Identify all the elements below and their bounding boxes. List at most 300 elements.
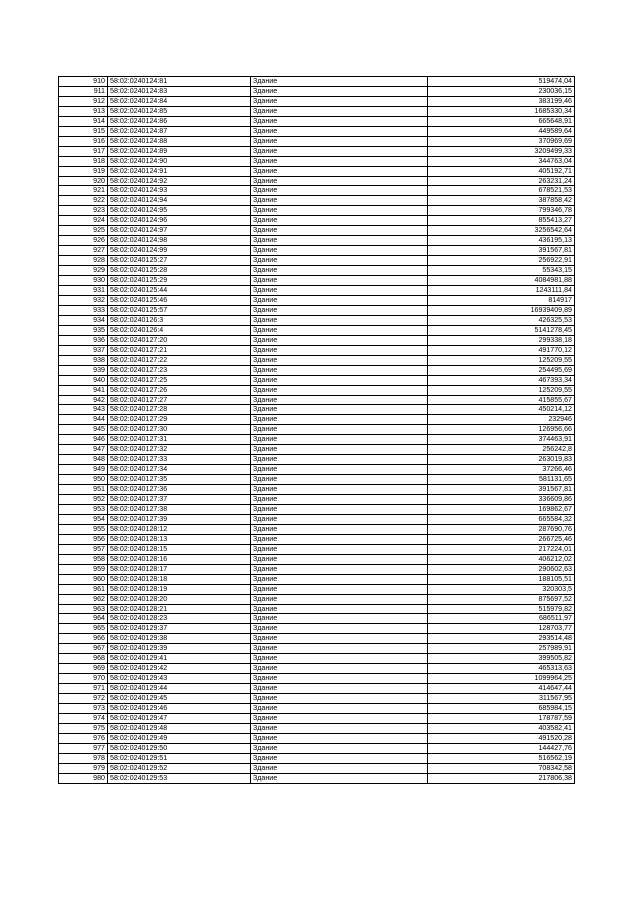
row-number-cell: 972 [59, 694, 108, 704]
table-row [59, 743, 575, 753]
cadastral-number-cell: 58:02:0240128:16 [108, 554, 251, 564]
cadastral-number-cell: 58:02:0240124:89 [108, 146, 251, 156]
cadastral-value-cell: 217224,01 [428, 544, 575, 554]
object-type-cell: Здание [251, 156, 428, 166]
object-type-cell: Здание [251, 216, 428, 226]
cadastral-number-cell: 58:02:0240124:87 [108, 126, 251, 136]
cadastral-number-cell: 58:02:0240128:15 [108, 544, 251, 554]
object-type-cell: Здание [251, 96, 428, 106]
table-row [59, 763, 575, 773]
object-type-cell: Здание [251, 733, 428, 743]
row-number-cell: 944 [59, 415, 108, 425]
cadastral-number-cell: 58:02:0240129:39 [108, 644, 251, 654]
table-row [59, 485, 575, 495]
object-type-cell: Здание [251, 345, 428, 355]
row-number-cell: 929 [59, 266, 108, 276]
cadastral-number-cell: 58:02:0240125:28 [108, 266, 251, 276]
cadastral-number-cell: 58:02:0240127:21 [108, 345, 251, 355]
cadastral-value-cell: 685984,15 [428, 704, 575, 714]
table-row [59, 315, 575, 325]
table-row [59, 77, 575, 87]
cadastral-value-cell: 290602,63 [428, 564, 575, 574]
table-row [59, 385, 575, 395]
table-row [59, 504, 575, 514]
cadastral-value-cell: 254495,69 [428, 365, 575, 375]
table-row [59, 156, 575, 166]
cadastral-number-cell: 58:02:0240125:27 [108, 256, 251, 266]
cadastral-number-cell: 58:02:0240127:35 [108, 475, 251, 485]
cadastral-number-cell: 58:02:0240127:31 [108, 435, 251, 445]
object-type-cell: Здание [251, 714, 428, 724]
table-row [59, 445, 575, 455]
cadastral-number-cell: 58:02:0240128:23 [108, 614, 251, 624]
table-row [59, 465, 575, 475]
row-number-cell: 966 [59, 634, 108, 644]
cadastral-number-cell: 58:02:0240125:57 [108, 305, 251, 315]
object-type-cell: Здание [251, 315, 428, 325]
table-row [59, 544, 575, 554]
table-row [59, 355, 575, 365]
object-type-cell: Здание [251, 415, 428, 425]
row-number-cell: 934 [59, 315, 108, 325]
object-type-cell: Здание [251, 375, 428, 385]
cadastral-value-cell: 686511,97 [428, 614, 575, 624]
cadastral-value-cell: 403582,41 [428, 723, 575, 733]
cadastral-value-cell: 678521,53 [428, 186, 575, 196]
table-row [59, 395, 575, 405]
cadastral-value-cell: 374463,91 [428, 435, 575, 445]
row-number-cell: 977 [59, 743, 108, 753]
row-number-cell: 958 [59, 554, 108, 564]
cadastral-number-cell: 58:02:0240127:29 [108, 415, 251, 425]
object-type-cell: Здание [251, 405, 428, 415]
cadastral-value-cell: 491520,28 [428, 733, 575, 743]
cadastral-value-cell: 126956,66 [428, 425, 575, 435]
row-number-cell: 949 [59, 465, 108, 475]
cadastral-number-cell: 58:02:0240128:17 [108, 564, 251, 574]
row-number-cell: 930 [59, 276, 108, 286]
table-row [59, 116, 575, 126]
row-number-cell: 935 [59, 325, 108, 335]
object-type-cell: Здание [251, 584, 428, 594]
row-number-cell: 978 [59, 753, 108, 763]
cadastral-value-cell: 128703,77 [428, 624, 575, 634]
cadastral-value-cell: 491770,12 [428, 345, 575, 355]
object-type-cell: Здание [251, 455, 428, 465]
table-row [59, 534, 575, 544]
table-row [59, 425, 575, 435]
table-row [59, 733, 575, 743]
object-type-cell: Здание [251, 763, 428, 773]
object-type-cell: Здание [251, 116, 428, 126]
row-number-cell: 927 [59, 246, 108, 256]
object-type-cell: Здание [251, 753, 428, 763]
row-number-cell: 925 [59, 226, 108, 236]
table-row [59, 286, 575, 296]
cadastral-value-cell: 426325,53 [428, 315, 575, 325]
cadastral-value-cell: 391567,81 [428, 485, 575, 495]
cadastral-number-cell: 58:02:0240127:38 [108, 504, 251, 514]
table-row [59, 246, 575, 256]
table-row [59, 126, 575, 136]
cadastral-value-cell: 581131,65 [428, 475, 575, 485]
table-row [59, 475, 575, 485]
cadastral-number-cell: 58:02:0240127:33 [108, 455, 251, 465]
cadastral-number-cell: 58:02:0240129:49 [108, 733, 251, 743]
cadastral-number-cell: 58:02:0240127:26 [108, 385, 251, 395]
object-type-cell: Здание [251, 644, 428, 654]
object-type-cell: Здание [251, 305, 428, 315]
table-row [59, 694, 575, 704]
cadastral-value-cell: 263019,83 [428, 455, 575, 465]
cadastral-value-cell: 320303,5 [428, 584, 575, 594]
table-row [59, 684, 575, 694]
object-type-cell: Здание [251, 126, 428, 136]
row-number-cell: 915 [59, 126, 108, 136]
cadastral-value-cell: 387858,42 [428, 196, 575, 206]
row-number-cell: 914 [59, 116, 108, 126]
cadastral-number-cell: 58:02:0240127:23 [108, 365, 251, 375]
table-row [59, 106, 575, 116]
cadastral-number-cell: 58:02:0240129:38 [108, 634, 251, 644]
cadastral-value-cell: 875697,52 [428, 594, 575, 604]
object-type-cell: Здание [251, 704, 428, 714]
object-type-cell: Здание [251, 723, 428, 733]
cadastral-number-cell: 58:02:0240127:36 [108, 485, 251, 495]
cadastral-number-cell: 58:02:0240125:46 [108, 295, 251, 305]
row-number-cell: 920 [59, 176, 108, 186]
cadastral-number-cell: 58:02:0240129:53 [108, 773, 251, 783]
table-row [59, 146, 575, 156]
cadastral-number-cell: 58:02:0240124:92 [108, 176, 251, 186]
row-number-cell: 912 [59, 96, 108, 106]
cadastral-number-cell: 58:02:0240124:95 [108, 206, 251, 216]
object-type-cell: Здание [251, 465, 428, 475]
row-number-cell: 953 [59, 504, 108, 514]
row-number-cell: 948 [59, 455, 108, 465]
cadastral-number-cell: 58:02:0240128:20 [108, 594, 251, 604]
object-type-cell: Здание [251, 534, 428, 544]
object-type-cell: Здание [251, 485, 428, 495]
object-type-cell: Здание [251, 445, 428, 455]
table-row [59, 564, 575, 574]
cadastral-value-cell: 4084981,88 [428, 276, 575, 286]
table-row [59, 136, 575, 146]
object-type-cell: Здание [251, 624, 428, 634]
table-row [59, 624, 575, 634]
cadastral-number-cell: 58:02:0240129:37 [108, 624, 251, 634]
cadastral-value-cell: 519474,04 [428, 77, 575, 87]
object-type-cell: Здание [251, 504, 428, 514]
cadastral-number-cell: 58:02:0240124:94 [108, 196, 251, 206]
object-type-cell: Здание [251, 136, 428, 146]
cadastral-number-cell: 58:02:0240124:83 [108, 86, 251, 96]
row-number-cell: 955 [59, 524, 108, 534]
cadastral-number-cell: 58:02:0240124:88 [108, 136, 251, 146]
cadastral-value-cell: 515979,82 [428, 604, 575, 614]
object-type-cell: Здание [251, 614, 428, 624]
object-type-cell: Здание [251, 475, 428, 485]
cadastral-number-cell: 58:02:0240129:51 [108, 753, 251, 763]
table-row [59, 236, 575, 246]
object-type-cell: Здание [251, 594, 428, 604]
object-type-cell: Здание [251, 146, 428, 156]
object-type-cell: Здание [251, 544, 428, 554]
row-number-cell: 918 [59, 156, 108, 166]
row-number-cell: 922 [59, 196, 108, 206]
cadastral-value-cell: 1685330,34 [428, 106, 575, 116]
row-number-cell: 932 [59, 295, 108, 305]
table-row [59, 634, 575, 644]
cadastral-number-cell: 58:02:0240124:84 [108, 96, 251, 106]
row-number-cell: 964 [59, 614, 108, 624]
object-type-cell: Здание [251, 355, 428, 365]
cadastral-number-cell: 58:02:0240129:42 [108, 664, 251, 674]
row-number-cell: 968 [59, 654, 108, 664]
object-type-cell: Здание [251, 425, 428, 435]
object-type-cell: Здание [251, 694, 428, 704]
table-row [59, 86, 575, 96]
cadastral-value-cell: 344763,04 [428, 156, 575, 166]
row-number-cell: 943 [59, 405, 108, 415]
row-number-cell: 965 [59, 624, 108, 634]
row-number-cell: 921 [59, 186, 108, 196]
cadastral-number-cell: 58:02:0240128:18 [108, 574, 251, 584]
object-type-cell: Здание [251, 186, 428, 196]
table-row [59, 415, 575, 425]
row-number-cell: 951 [59, 485, 108, 495]
cadastral-value-cell: 467393,34 [428, 375, 575, 385]
cadastral-number-cell: 58:02:0240129:48 [108, 723, 251, 733]
row-number-cell: 945 [59, 425, 108, 435]
cadastral-number-cell: 58:02:0240127:28 [108, 405, 251, 415]
cadastral-value-cell: 169862,67 [428, 504, 575, 514]
row-number-cell: 946 [59, 435, 108, 445]
row-number-cell: 919 [59, 166, 108, 176]
cadastral-number-cell: 58:02:0240129:43 [108, 674, 251, 684]
cadastral-value-cell: 855413,27 [428, 216, 575, 226]
table-row [59, 226, 575, 236]
row-number-cell: 969 [59, 664, 108, 674]
row-number-cell: 954 [59, 514, 108, 524]
object-type-cell: Здание [251, 524, 428, 534]
cadastral-value-cell: 256242,8 [428, 445, 575, 455]
object-type-cell: Здание [251, 674, 428, 684]
table-row [59, 723, 575, 733]
object-type-cell: Здание [251, 684, 428, 694]
row-number-cell: 950 [59, 475, 108, 485]
table-row [59, 455, 575, 465]
cadastral-value-cell: 814917 [428, 295, 575, 305]
table-row [59, 594, 575, 604]
table-row [59, 96, 575, 106]
table-row [59, 654, 575, 664]
cadastral-value-cell: 665584,32 [428, 514, 575, 524]
table-row [59, 345, 575, 355]
cadastral-value-cell: 1243111,84 [428, 286, 575, 296]
table-row [59, 186, 575, 196]
object-type-cell: Здание [251, 773, 428, 783]
object-type-cell: Здание [251, 514, 428, 524]
cadastral-number-cell: 58:02:0240128:13 [108, 534, 251, 544]
cadastral-value-cell: 55343,15 [428, 266, 575, 276]
property-table-body [59, 77, 575, 784]
cadastral-value-cell: 287690,76 [428, 524, 575, 534]
table-row [59, 704, 575, 714]
cadastral-number-cell: 58:02:0240129:50 [108, 743, 251, 753]
table-row [59, 644, 575, 654]
cadastral-number-cell: 58:02:0240124:81 [108, 77, 251, 87]
table-row [59, 714, 575, 724]
cadastral-value-cell: 125209,55 [428, 355, 575, 365]
object-type-cell: Здание [251, 495, 428, 505]
cadastral-value-cell: 266725,46 [428, 534, 575, 544]
cadastral-number-cell: 58:02:0240129:52 [108, 763, 251, 773]
row-number-cell: 979 [59, 763, 108, 773]
object-type-cell: Здание [251, 554, 428, 564]
object-type-cell: Здание [251, 246, 428, 256]
row-number-cell: 913 [59, 106, 108, 116]
object-type-cell: Здание [251, 564, 428, 574]
object-type-cell: Здание [251, 276, 428, 286]
cadastral-value-cell: 178787,59 [428, 714, 575, 724]
table-row [59, 674, 575, 684]
object-type-cell: Здание [251, 435, 428, 445]
table-row [59, 773, 575, 783]
table-row [59, 256, 575, 266]
property-table [58, 76, 575, 784]
object-type-cell: Здание [251, 604, 428, 614]
object-type-cell: Здание [251, 286, 428, 296]
table-row [59, 295, 575, 305]
cadastral-number-cell: 58:02:0240124:98 [108, 236, 251, 246]
row-number-cell: 910 [59, 77, 108, 87]
cadastral-number-cell: 58:02:0240124:91 [108, 166, 251, 176]
table-row [59, 554, 575, 564]
cadastral-value-cell: 406212,02 [428, 554, 575, 564]
row-number-cell: 933 [59, 305, 108, 315]
object-type-cell: Здание [251, 86, 428, 96]
cadastral-value-cell: 465313,63 [428, 664, 575, 674]
table-row [59, 514, 575, 524]
object-type-cell: Здание [251, 654, 428, 664]
row-number-cell: 940 [59, 375, 108, 385]
row-number-cell: 911 [59, 86, 108, 96]
row-number-cell: 937 [59, 345, 108, 355]
row-number-cell: 973 [59, 704, 108, 714]
cadastral-value-cell: 257989,91 [428, 644, 575, 654]
table-row [59, 216, 575, 226]
object-type-cell: Здание [251, 365, 428, 375]
cadastral-value-cell: 3256542,64 [428, 226, 575, 236]
object-type-cell: Здание [251, 206, 428, 216]
row-number-cell: 980 [59, 773, 108, 783]
cadastral-value-cell: 415855,67 [428, 395, 575, 405]
table-row [59, 335, 575, 345]
table-row [59, 604, 575, 614]
table-row [59, 206, 575, 216]
object-type-cell: Здание [251, 664, 428, 674]
table-row [59, 166, 575, 176]
table-row [59, 276, 575, 286]
row-number-cell: 961 [59, 584, 108, 594]
object-type-cell: Здание [251, 266, 428, 276]
row-number-cell: 967 [59, 644, 108, 654]
row-number-cell: 923 [59, 206, 108, 216]
row-number-cell: 971 [59, 684, 108, 694]
object-type-cell: Здание [251, 196, 428, 206]
row-number-cell: 931 [59, 286, 108, 296]
object-type-cell: Здание [251, 634, 428, 644]
row-number-cell: 962 [59, 594, 108, 604]
table-row [59, 435, 575, 445]
cadastral-value-cell: 256922,91 [428, 256, 575, 266]
row-number-cell: 942 [59, 395, 108, 405]
cadastral-value-cell: 230036,15 [428, 86, 575, 96]
cadastral-value-cell: 383199,46 [428, 96, 575, 106]
table-row [59, 266, 575, 276]
object-type-cell: Здание [251, 395, 428, 405]
table-row [59, 375, 575, 385]
cadastral-value-cell: 665648,91 [428, 116, 575, 126]
cadastral-number-cell: 58:02:0240126:3 [108, 315, 251, 325]
cadastral-value-cell: 299338,18 [428, 335, 575, 345]
object-type-cell: Здание [251, 385, 428, 395]
table-row [59, 524, 575, 534]
object-type-cell: Здание [251, 295, 428, 305]
cadastral-value-cell: 450214,12 [428, 405, 575, 415]
table-row [59, 176, 575, 186]
cadastral-number-cell: 58:02:0240129:41 [108, 654, 251, 664]
cadastral-value-cell: 232946 [428, 415, 575, 425]
cadastral-number-cell: 58:02:0240127:30 [108, 425, 251, 435]
cadastral-number-cell: 58:02:0240124:86 [108, 116, 251, 126]
cadastral-value-cell: 311567,95 [428, 694, 575, 704]
cadastral-number-cell: 58:02:0240129:44 [108, 684, 251, 694]
table-row [59, 664, 575, 674]
cadastral-value-cell: 188105,51 [428, 574, 575, 584]
cadastral-value-cell: 16939409,89 [428, 305, 575, 315]
cadastral-value-cell: 263231,24 [428, 176, 575, 186]
row-number-cell: 957 [59, 544, 108, 554]
row-number-cell: 975 [59, 723, 108, 733]
cadastral-number-cell: 58:02:0240127:25 [108, 375, 251, 385]
table-row [59, 405, 575, 415]
object-type-cell: Здание [251, 166, 428, 176]
cadastral-number-cell: 58:02:0240127:32 [108, 445, 251, 455]
cadastral-value-cell: 516562,19 [428, 753, 575, 763]
cadastral-value-cell: 399505,82 [428, 654, 575, 664]
cadastral-number-cell: 58:02:0240127:37 [108, 495, 251, 505]
cadastral-number-cell: 58:02:0240127:22 [108, 355, 251, 365]
cadastral-value-cell: 708342,58 [428, 763, 575, 773]
cadastral-number-cell: 58:02:0240128:12 [108, 524, 251, 534]
cadastral-value-cell: 144427,76 [428, 743, 575, 753]
object-type-cell: Здание [251, 256, 428, 266]
cadastral-number-cell: 58:02:0240127:34 [108, 465, 251, 475]
row-number-cell: 938 [59, 355, 108, 365]
object-type-cell: Здание [251, 236, 428, 246]
row-number-cell: 928 [59, 256, 108, 266]
object-type-cell: Здание [251, 77, 428, 87]
cadastral-number-cell: 58:02:0240129:45 [108, 694, 251, 704]
cadastral-value-cell: 799346,78 [428, 206, 575, 216]
cadastral-number-cell: 58:02:0240125:44 [108, 286, 251, 296]
row-number-cell: 970 [59, 674, 108, 684]
row-number-cell: 939 [59, 365, 108, 375]
cadastral-number-cell: 58:02:0240127:20 [108, 335, 251, 345]
cadastral-value-cell: 37266,46 [428, 465, 575, 475]
